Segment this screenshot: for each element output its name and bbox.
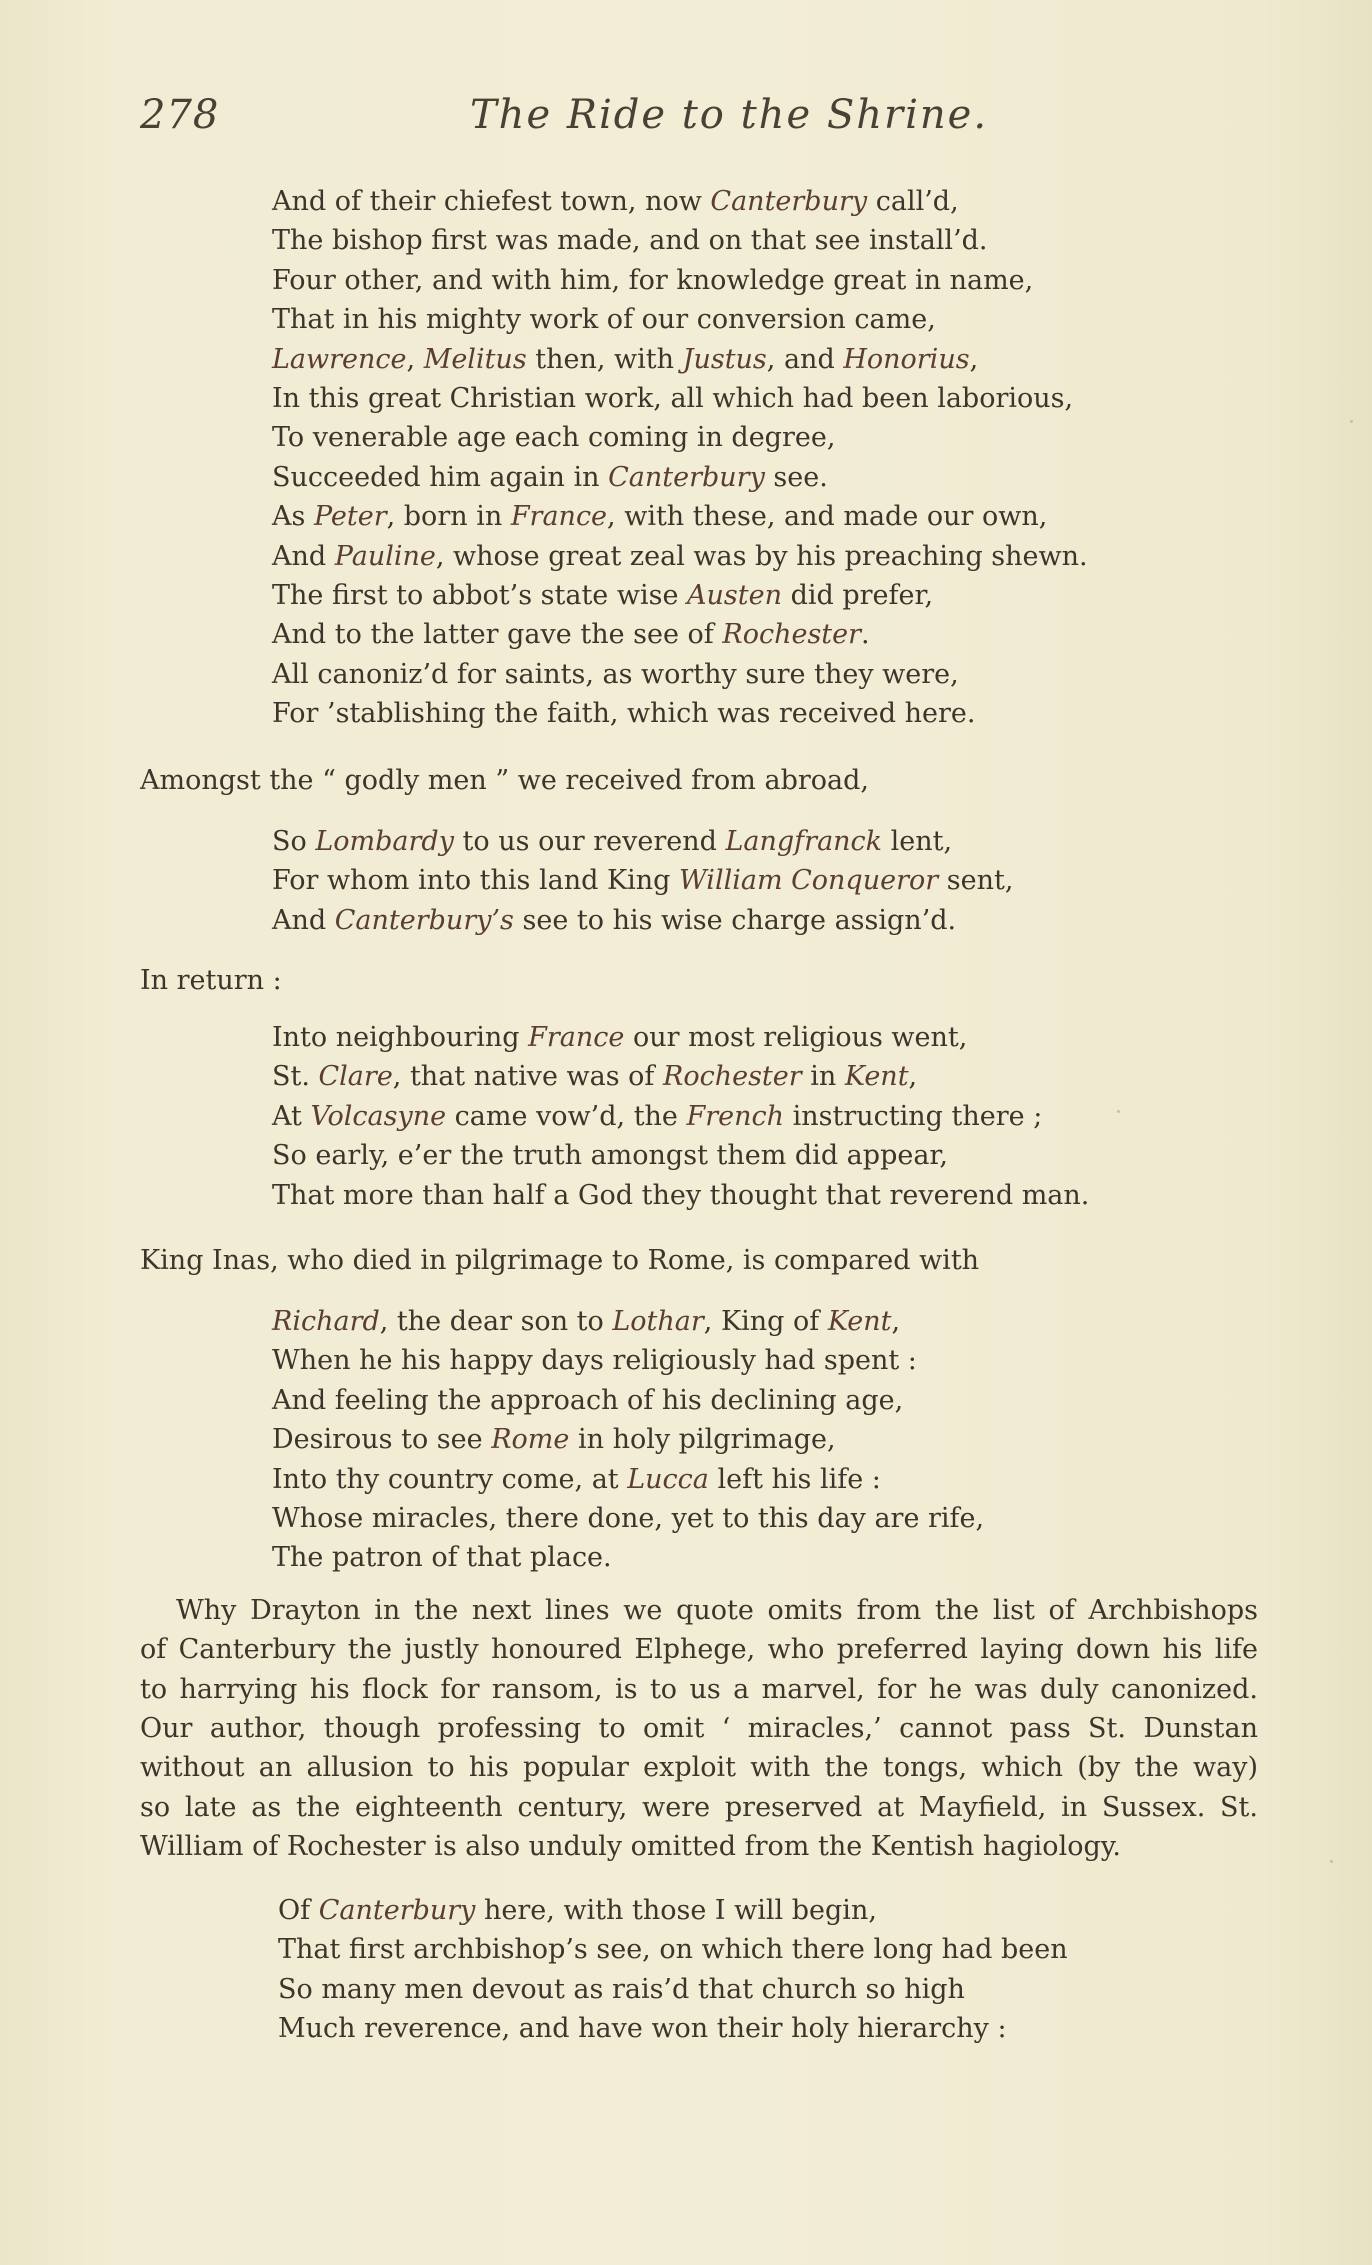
verse-text: That first archbishop’s see, on which there long had been xyxy=(278,1934,1068,1966)
verse-text: , that native was of xyxy=(392,1061,663,1093)
verse-text: , with these, and made our own, xyxy=(607,501,1048,533)
verse-text: Four other, and with him, for knowledge great in name, xyxy=(272,264,1034,296)
verse-text: And of their chiefest town, now xyxy=(272,186,711,217)
verse-text: , and xyxy=(766,343,844,375)
verse-line xyxy=(272,865,1013,896)
verse-text: came vow’d, the xyxy=(446,1100,687,1132)
verse-line xyxy=(272,1464,881,1495)
italic-name: Peter xyxy=(313,501,387,533)
verse-text: That more than half a God they thought that reverend man. xyxy=(272,1179,1090,1211)
verse-text: to us our reverend xyxy=(453,826,726,857)
italic-name: Austen xyxy=(687,580,782,611)
verse-text: For whom into this land King xyxy=(272,865,680,897)
verse-line xyxy=(272,225,988,256)
italic-name: Rochester xyxy=(722,619,862,651)
page-number: 278 xyxy=(140,92,220,138)
italic-name: Langfranck xyxy=(725,826,883,857)
page-header xyxy=(140,92,1260,142)
italic-name: William Conqueror xyxy=(679,865,939,897)
verse-text: Desirous to see xyxy=(272,1424,492,1456)
verse-text: , the dear son to xyxy=(379,1306,613,1337)
prose-line: King Inas, who died in pilgrimage to Rome, is compared with xyxy=(140,1245,980,1276)
italic-name: Canterbury’s xyxy=(334,904,514,936)
verse-text: did prefer, xyxy=(782,580,934,611)
verse-line xyxy=(278,1974,965,2005)
verse-text: instructing there ; xyxy=(784,1100,1043,1132)
verse-line xyxy=(272,698,975,729)
paragraph-line: Why Drayton in the next lines we quote omits from the list of Archbishops xyxy=(176,1595,1258,1626)
italic-name: Canterbury xyxy=(710,186,868,217)
verse-line xyxy=(272,905,956,936)
verse-line xyxy=(272,541,1088,572)
verse-text: , xyxy=(891,1306,901,1337)
verse-text: To venerable age each coming in degree, xyxy=(272,422,836,454)
verse-line xyxy=(272,1542,612,1573)
verse-text: When he his happy days religiously had spent : xyxy=(272,1345,917,1377)
verse-text: So early, e’er the truth amongst them did appear, xyxy=(272,1140,948,1172)
italic-name: Volcasyne xyxy=(310,1100,447,1132)
verse-line xyxy=(272,265,1033,296)
verse-text: left his life : xyxy=(708,1463,881,1495)
italic-name: Canterbury xyxy=(608,461,765,493)
verse-text: The first to abbot’s state wise xyxy=(272,580,688,611)
verse-text: Much reverence, and have won their holy hierarchy : xyxy=(278,2013,1007,2045)
verse-text: For ’stablishing the faith, which was received here. xyxy=(272,698,976,730)
verse-text: , born in xyxy=(386,501,511,533)
verse-text: call’d, xyxy=(867,186,959,217)
verse-text: lent, xyxy=(882,826,953,857)
paragraph-line: Our author, though professing to omit ‘ miracles,’ cannot pass St. Dunstan xyxy=(140,1712,1258,1744)
verse-text: And feeling the approach of his declining age, xyxy=(272,1384,904,1416)
verse-text: The patron of that place. xyxy=(272,1542,612,1574)
verse-line xyxy=(272,1424,836,1455)
verse-line xyxy=(272,580,933,611)
verse-text: And to the latter gave the see of xyxy=(272,619,723,651)
paper-speck xyxy=(1350,420,1353,423)
verse-line xyxy=(272,462,828,493)
verse-text: Whose miracles, there done, yet to this day are rife, xyxy=(272,1503,985,1534)
verse-line xyxy=(278,1934,1068,1965)
italic-name: Honorius xyxy=(843,343,970,375)
verse-text: Into neighbouring xyxy=(272,1022,529,1053)
verse-text: , xyxy=(406,343,424,375)
prose-line: In return : xyxy=(140,965,282,996)
italic-name: Canterbury xyxy=(318,1895,476,1926)
verse-text: see. xyxy=(764,461,828,493)
verse-text: And xyxy=(272,540,335,572)
verse-line xyxy=(272,1306,900,1337)
verse-text: Into thy country come, at xyxy=(272,1463,628,1495)
verse-text: And xyxy=(272,904,335,936)
verse-text: . xyxy=(861,619,870,651)
paragraph-line: without an allusion to his popular exploit with the tongs, which (by the way) xyxy=(140,1752,1258,1784)
verse-line xyxy=(272,826,952,857)
italic-name: French xyxy=(686,1100,785,1132)
verse-text: As xyxy=(272,501,314,533)
paper-speck xyxy=(1330,1860,1333,1863)
verse-text: St. xyxy=(272,1061,319,1093)
verse-line xyxy=(272,1140,948,1171)
verse-text: That in his mighty work of our conversion came, xyxy=(272,304,936,336)
verse-line xyxy=(278,2013,1007,2044)
verse-line xyxy=(272,1503,984,1534)
italic-name: Lombardy xyxy=(315,826,454,857)
verse-text: our most religious went, xyxy=(624,1022,968,1053)
verse-text: sent, xyxy=(938,865,1014,897)
verse-line xyxy=(272,501,1047,532)
italic-name: Melitus xyxy=(423,343,527,375)
verse-line xyxy=(272,1180,1089,1211)
verse-text: , xyxy=(908,1061,918,1093)
verse-text: At xyxy=(272,1100,311,1132)
verse-text: The bishop first was made, and on that see install’d. xyxy=(272,225,988,257)
verse-line xyxy=(272,422,835,453)
paragraph-line: William of Rochester is also unduly omitted from the Kentish hagiology. xyxy=(140,1830,1121,1862)
italic-name: France xyxy=(510,501,608,533)
verse-line xyxy=(272,1101,1042,1132)
verse-text: see to his wise charge assign’d. xyxy=(513,904,957,936)
verse-text: Of xyxy=(278,1895,319,1926)
verse-text: here, with those I will begin, xyxy=(475,1895,877,1926)
verse-text: , xyxy=(969,343,979,375)
italic-name: Lucca xyxy=(627,1463,709,1495)
paragraph-line: so late as the eighteenth century, were preserved at Mayfield, in Sussex. St. xyxy=(140,1791,1258,1823)
italic-name: Rome xyxy=(491,1424,570,1456)
italic-name: Rochester xyxy=(663,1061,802,1093)
verse-text: Succeeded him again in xyxy=(272,461,609,493)
verse-line xyxy=(278,1895,877,1926)
italic-name: Justus xyxy=(682,343,767,375)
verse-line xyxy=(272,659,959,690)
verse-line xyxy=(272,186,959,217)
paper-speck xyxy=(1117,1110,1120,1113)
verse-text: All canoniz’d for saints, as worthy sure they were, xyxy=(272,658,959,690)
verse-line xyxy=(272,619,870,650)
paragraph-line: to harrying his flock for ransom, is to us a marvel, for he was duly canonized. xyxy=(140,1673,1258,1705)
prose-line: Amongst the “ godly men ” we received from abroad, xyxy=(140,765,869,796)
verse-line xyxy=(272,344,978,375)
verse-line xyxy=(272,304,936,335)
italic-name: France xyxy=(528,1022,625,1053)
verse-text: in holy pilgrimage, xyxy=(569,1424,836,1456)
italic-name: Kent xyxy=(844,1061,909,1093)
italic-name: Clare xyxy=(318,1061,393,1093)
italic-name: Richard xyxy=(272,1306,380,1337)
verse-text: , whose great zeal was by his preaching shewn. xyxy=(435,540,1088,572)
verse-line xyxy=(272,383,1073,414)
verse-text: then, with xyxy=(526,343,683,375)
verse-text: So xyxy=(272,826,316,857)
running-title: The Ride to the Shrine. xyxy=(470,92,989,138)
italic-name: Lawrence xyxy=(272,343,407,375)
verse-line xyxy=(272,1061,917,1092)
verse-text: In this great Christian work, all which had been laborious, xyxy=(272,383,1074,414)
italic-name: Kent xyxy=(827,1306,892,1337)
italic-name: Lothar xyxy=(612,1306,704,1337)
verse-text: , King of xyxy=(703,1306,828,1337)
verse-text: in xyxy=(801,1061,845,1093)
verse-line xyxy=(272,1022,967,1053)
paragraph-line: of Canterbury the justly honoured Elphege, who preferred laying down his life xyxy=(140,1634,1258,1666)
verse-text: So many men devout as rais’d that church so high xyxy=(278,1973,965,2005)
verse-line xyxy=(272,1345,917,1376)
verse-line xyxy=(272,1385,903,1416)
italic-name: Pauline xyxy=(334,540,436,572)
